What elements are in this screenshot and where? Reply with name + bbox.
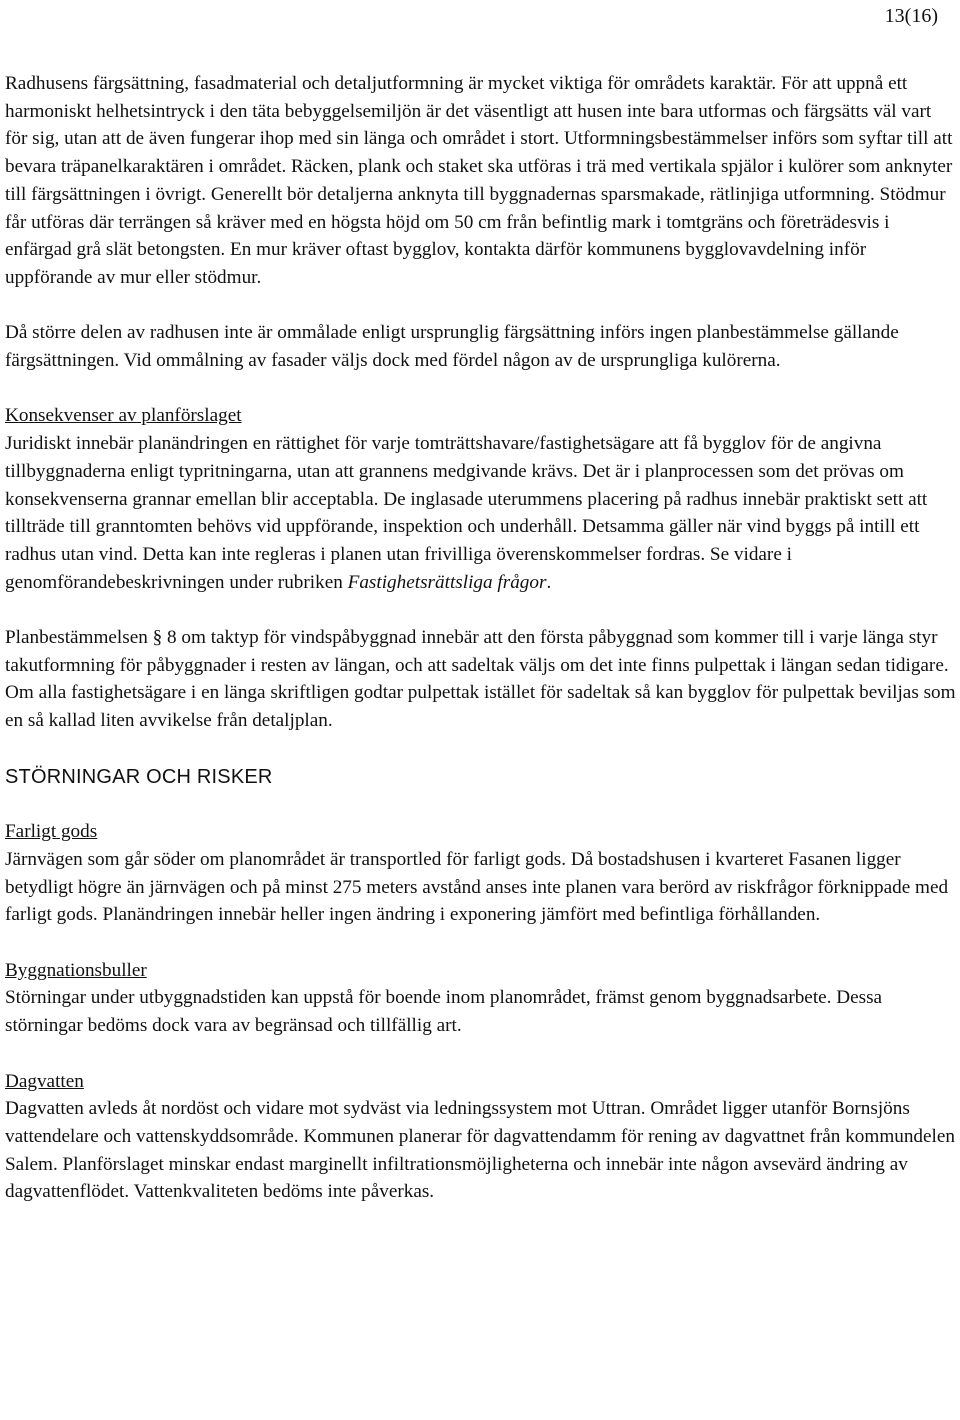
paragraph-konsekvenser	[5, 430, 957, 596]
heading-dagvatten: Dagvatten	[5, 1070, 84, 1092]
heading-konsekvenser: Konsekvenser av planförslaget	[5, 405, 242, 427]
page-number: 13(16)	[884, 5, 938, 27]
konsekvenser-text: Juridiskt innebär planändringen en rättighet för varje tomträttshavare/fastighetsägare att få bygglov för de angivna tillbyggnaderna enligt typritningarna, utan att grannens medgivande krävs. Det är i planprocessen som det prövas om konsekvenserna grannar emellan blir acceptabla. De inglasade uterummens placering på radhus innebär praktiskt sett att tillträde till granntomten behövs vid uppförande, inspektion och underhåll. Detsamma gäller när vind byggs på intill ett radhus utan vind. Detta kan inte regleras i planen utan frivilliga överenskommelser fordras. Se vidare i genomförandebeskrivningen under rubriken	[5, 433, 928, 593]
section-title-storningar: STÖRNINGAR OCH RISKER	[5, 765, 273, 788]
paragraph-byggnationsbuller: Störningar under utbyggnadstiden kan uppstå för boende inom planområdet, främst genom byggnadsarbete. Dessa störningar bedöms dock vara av begränsad och tillfällig art.	[5, 987, 883, 1037]
paragraph-facade-design: Radhusens färgsättning, fasadmaterial och detaljutformning är mycket viktiga för områdets karaktär. För att uppnå ett harmoniskt helhetsintryck i den täta bebyggelsemiljön är det väsentligt att husen inte bara utformas och färgsätts väl vart för sig, utan att de även fungerar ihop med sin länga och området i stort. Utformningsbestämmelser införs som syftar till att bevara träpanelkaraktären i området. Räcken, plank och staket ska utföras i trä med vertikala spjälor i kulörer som anknyter till färgsättningen i övrigt. Generellt bör detaljerna anknyta till byggnadernas sparsmakade, rätlinjiga utformning. Stödmur får utföras där terrängen så kräver med en högsta höjd om 50 cm från befintlig mark i tomtgräns och företrädesvis i enfärgad grå slät betongsten. En mur kräver oftast bygglov, kontakta därför kommunens bygglovavdelning inför uppförande av mur eller stödmur.	[5, 73, 953, 288]
paragraph-farligt-gods: Järnvägen som går söder om planområdet är transportled för farligt gods. Då bostadshusen i kvarteret Fasanen ligger betydligt högre än järnvägen och på minst 275 meters avstånd anses inte planen vara berörd av riskfrågor förknippade med farligt gods. Planändringen innebär heller ingen ändring i exponering jämfört med befintliga förhållanden.	[5, 848, 949, 926]
paragraph-color-scheme: Då större delen av radhusen inte är ommålade enligt ursprunglig färgsättning införs ingen planbestämmelse gällande färgsättningen. Vid ommålning av fasader väljs dock med fördel någon av de ursprungliga kulörerna.	[5, 322, 899, 372]
document-body	[5, 70, 957, 1206]
paragraph-dagvatten: Dagvatten avleds åt nordöst och vidare mot sydväst via ledningssystem mot Uttran. Området ligger utanför Bornsjöns vattendelare och vattenskyddsområde. Kommunen planerar för dagvattendamm för rening av dagvattnet från kommundelen Salem. Planförslaget minskar endast marginellt infiltrationsmöjligheterna och innebär inte någon avsevärd ändring av dagvattenflödet. Vattenkvaliteten bedöms inte påverkas.	[5, 1098, 955, 1203]
konsekvenser-text-end: .	[546, 571, 552, 593]
heading-farligt-gods: Farligt gods	[5, 821, 98, 843]
heading-byggnationsbuller: Byggnationsbuller	[5, 959, 147, 981]
konsekvenser-reference: Fastighetsrättsliga frågor	[347, 571, 547, 593]
paragraph-planbestammelse: Planbestämmelsen § 8 om taktyp för vindspåbyggnad innebär att den första påbyggnad som kommer till i varje länga styr takutformning för påbyggnader i resten av längan, och att sadeltak väljs om det inte finns pulpettak i längan sedan tidigare. Om alla fastighetsägare i en länga skriftligen godtar pulpettak istället för sadeltak så kan bygglov för pulpettak beviljas som en så kallad liten avvikelse från detaljplan.	[5, 627, 956, 732]
